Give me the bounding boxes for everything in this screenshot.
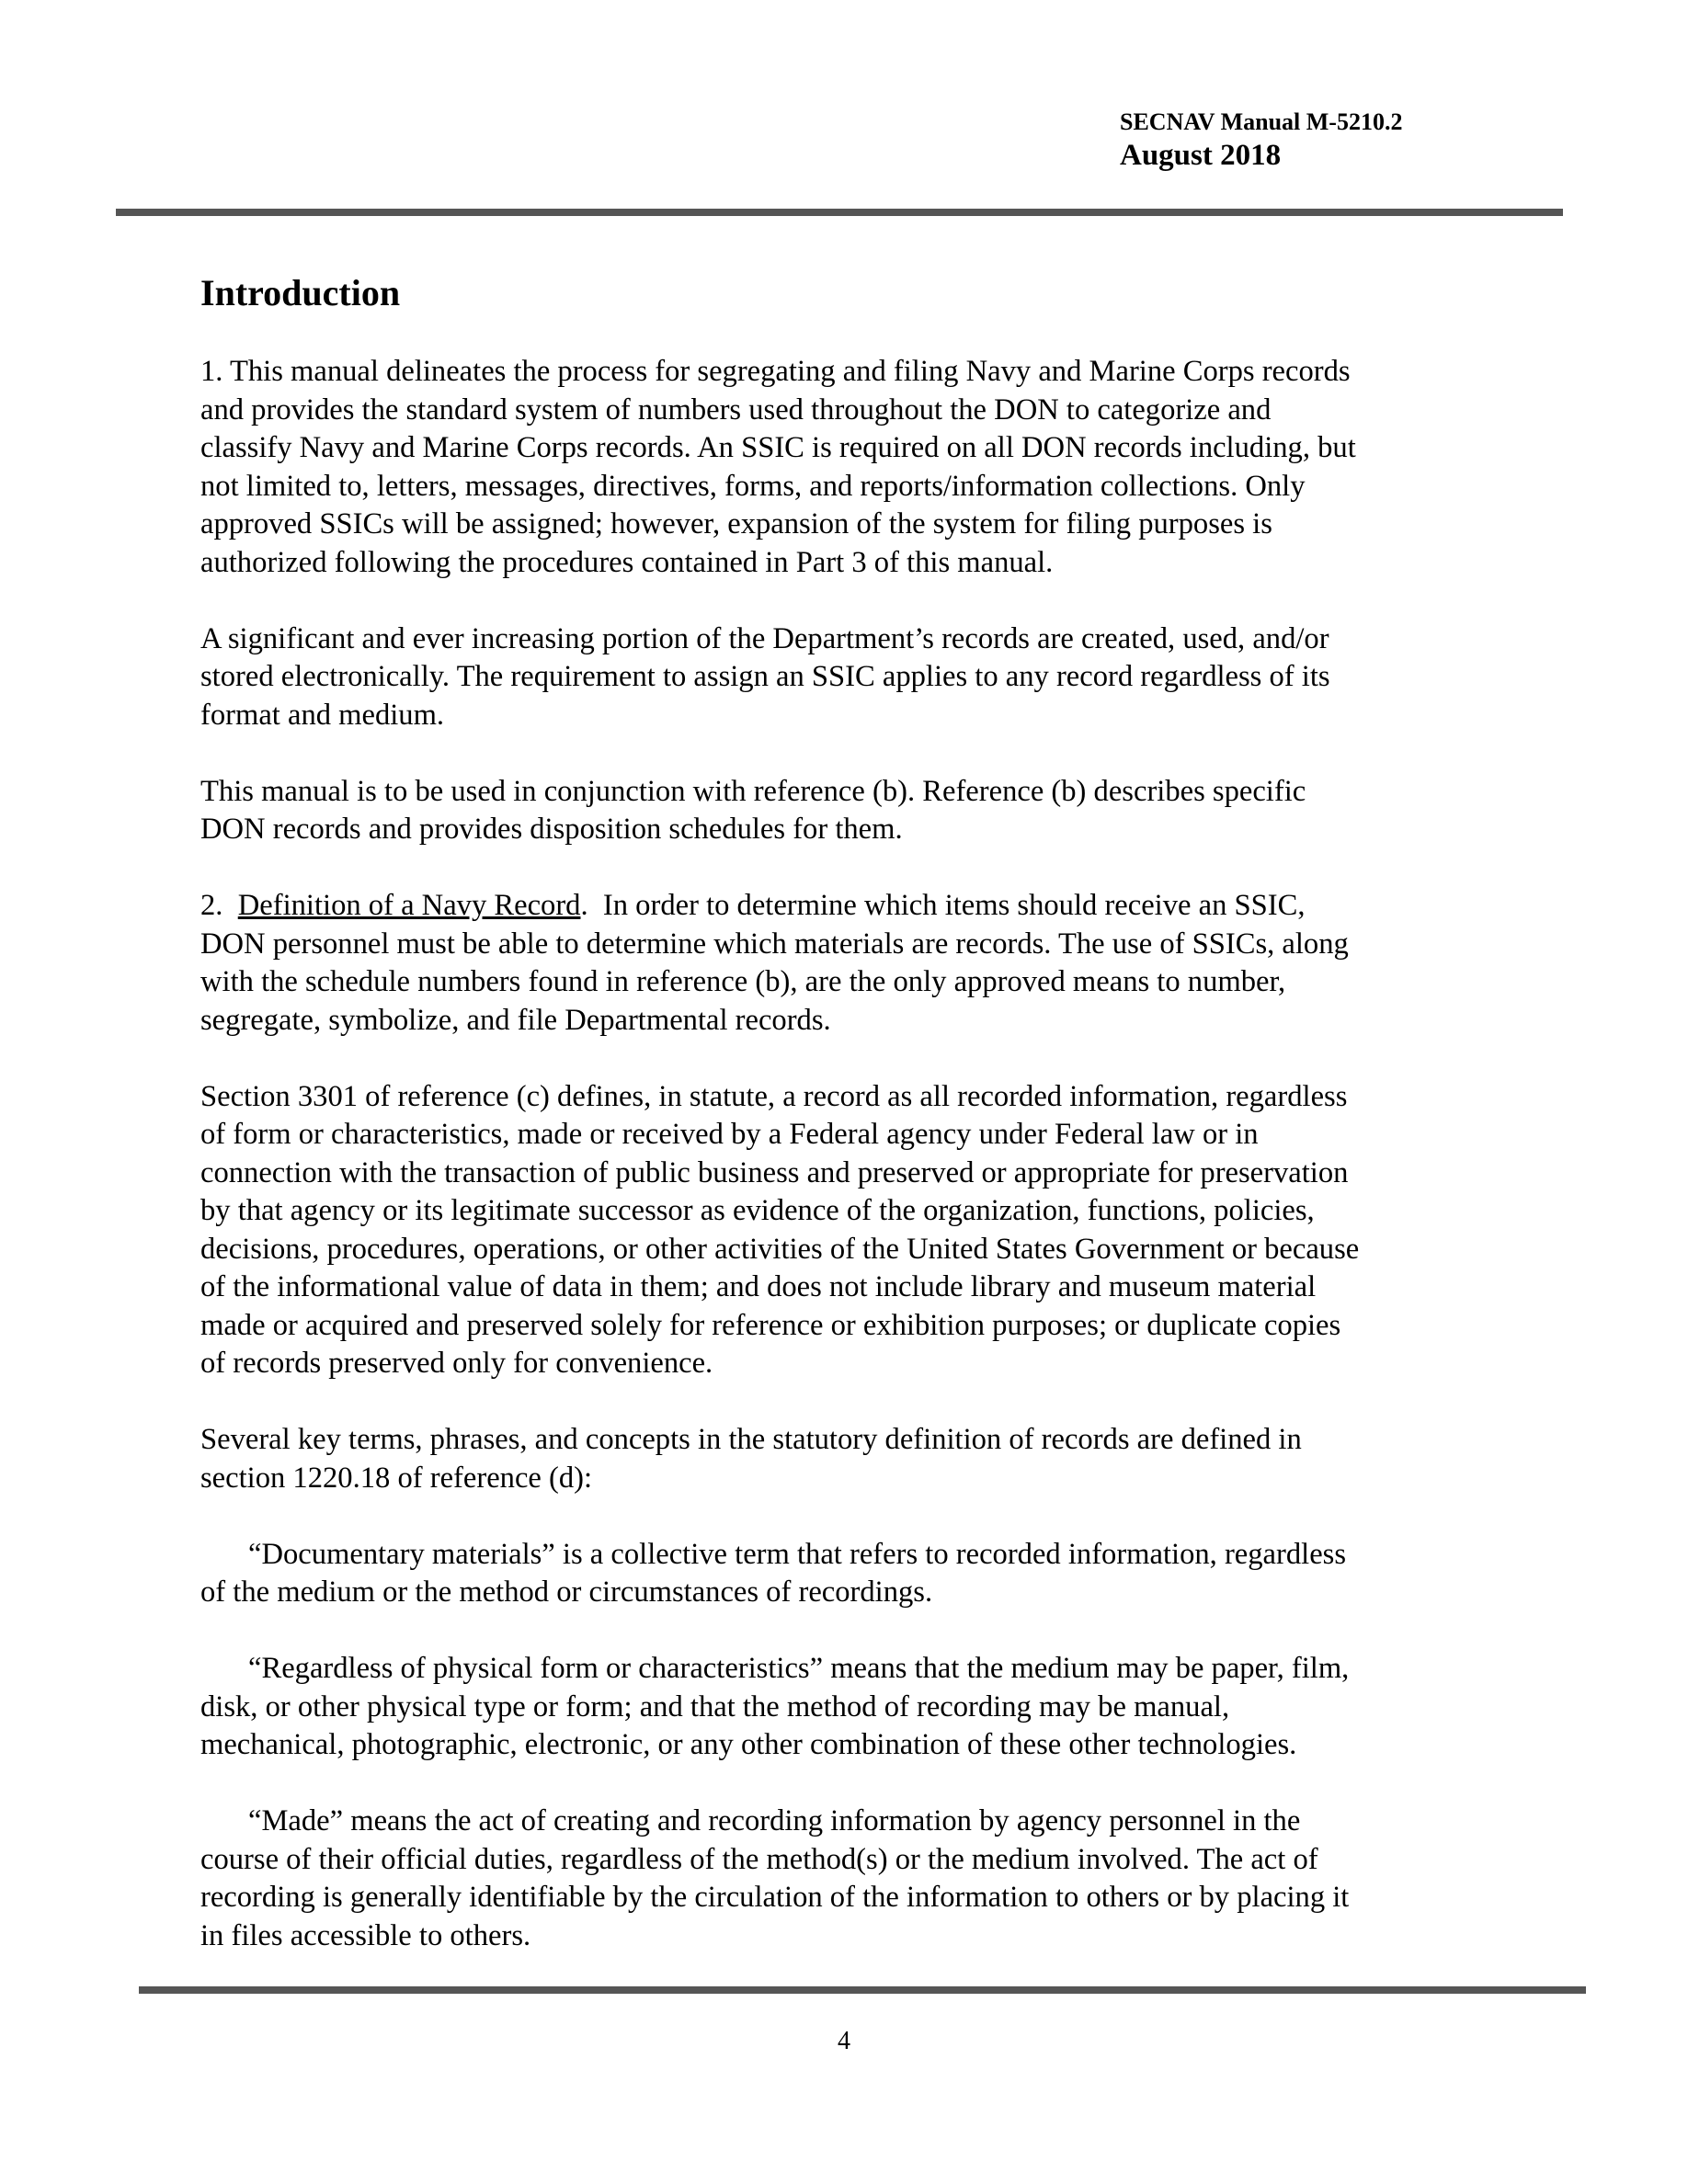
text-fragment: . In order to determine which items should receive an SSIC, [580,889,1306,922]
text-line: 1. This manual delineates the process for segregating and filing Navy and Marine Corps records [200,355,1351,388]
text-line: mechanical, photographic, electronic, or any other combination of these other technologies. [200,1728,1297,1761]
text-line: not limited to, letters, messages, directives, forms, and reports/information collections. Only [200,469,1306,503]
paragraph-electronic-records [200,620,1506,735]
text-line: recording is generally identifiable by the circulation of the information to others or by placing it [200,1881,1350,1914]
text-line: with the schedule numbers found in reference (b), are the only approved means to number, [200,965,1286,998]
paragraph-number: 2. [200,889,238,922]
section-title-underlined: Definition of a Navy Record [237,889,581,922]
paragraph-physical-form [200,1650,1506,1765]
text-line: of records preserved only for convenience. [200,1347,713,1380]
paragraph-made [200,1803,1506,1955]
text-line: course of their official duties, regardless of the method(s) or the medium involved. The act of [200,1842,1318,1876]
page-number: 4 [838,2027,850,2055]
header-date: August 2018 [1120,139,1282,172]
header-rule [116,209,1563,216]
text-line: “Made” means the act of creating and recording information by agency personnel in the [248,1804,1301,1837]
text-line: made or acquired and preserved solely for reference or exhibition purposes; or duplicate copies [200,1308,1341,1342]
paragraph-1 [200,353,1506,582]
paragraph-section-3301 [200,1078,1506,1383]
header-manual-number: SECNAV Manual M-5210.2 [1120,108,1403,135]
text-line: stored electronically. The requirement to assign an SSIC applies to any record regardless of its [200,660,1330,693]
text-line: classify Navy and Marine Corps records. An SSIC is required on all DON records including, but [200,431,1356,464]
page-title: Introduction [200,272,401,313]
text-line: and provides the standard system of numbers used throughout the DON to categorize and [200,392,1272,427]
text-line: by that agency or its legitimate successor as evidence of the organization, functions, policies, [200,1194,1315,1227]
document-body [200,272,1506,1955]
paragraph-documentary-materials [200,1536,1506,1612]
paragraph-2-definition [200,887,1506,1040]
text-line: disk, or other physical type or form; and that the method of recording may be manual, [200,1689,1230,1723]
text-line: DON personnel must be able to determine which materials are records. The use of SSICs, along [200,927,1349,961]
text-line: authorized following the procedures contained in Part 3 of this manual. [200,545,1054,579]
text-line: of the informational value of data in them; and does not include library and museum material [200,1270,1317,1303]
text-line: of the medium or the method or circumstances of recordings. [200,1575,933,1609]
text-line: connection with the transaction of public business and preserved or appropriate for preservation [200,1155,1349,1189]
text-line: of form or characteristics, made or received by a Federal agency under Federal law or in [200,1118,1259,1151]
text-line: Section 3301 of reference (c) defines, in statute, a record as all recorded information, regardless [200,1079,1348,1113]
footer-rule [139,1986,1586,1994]
text-line: “Regardless of physical form or characteristics” means that the medium may be paper, film, [248,1652,1350,1685]
text-line: format and medium. [200,698,445,732]
text-line [200,887,1506,926]
text-line: segregate, symbolize, and file Departmental records. [200,1003,831,1037]
text-line: section 1220.18 of reference (d): [200,1461,593,1495]
paragraph-reference-b [200,773,1506,849]
paragraph-key-terms [200,1421,1506,1497]
text-line: A significant and ever increasing portion of the Department’s records are created, used, and/or [200,621,1329,655]
text-line: in files accessible to others. [200,1918,531,1952]
text-line: decisions, procedures, operations, or other activities of the United States Government or because [200,1232,1360,1266]
text-line: This manual is to be used in conjunction with reference (b). Reference (b) describes specific [200,774,1306,808]
text-line: Several key terms, phrases, and concepts in the statutory definition of records are defined in [200,1423,1302,1456]
text-line: DON records and provides disposition schedules for them. [200,813,903,846]
text-line: “Documentary materials” is a collective term that refers to recorded information, regardless [248,1537,1347,1571]
text-line: approved SSICs will be assigned; however, expansion of the system for filing purposes is [200,507,1272,540]
